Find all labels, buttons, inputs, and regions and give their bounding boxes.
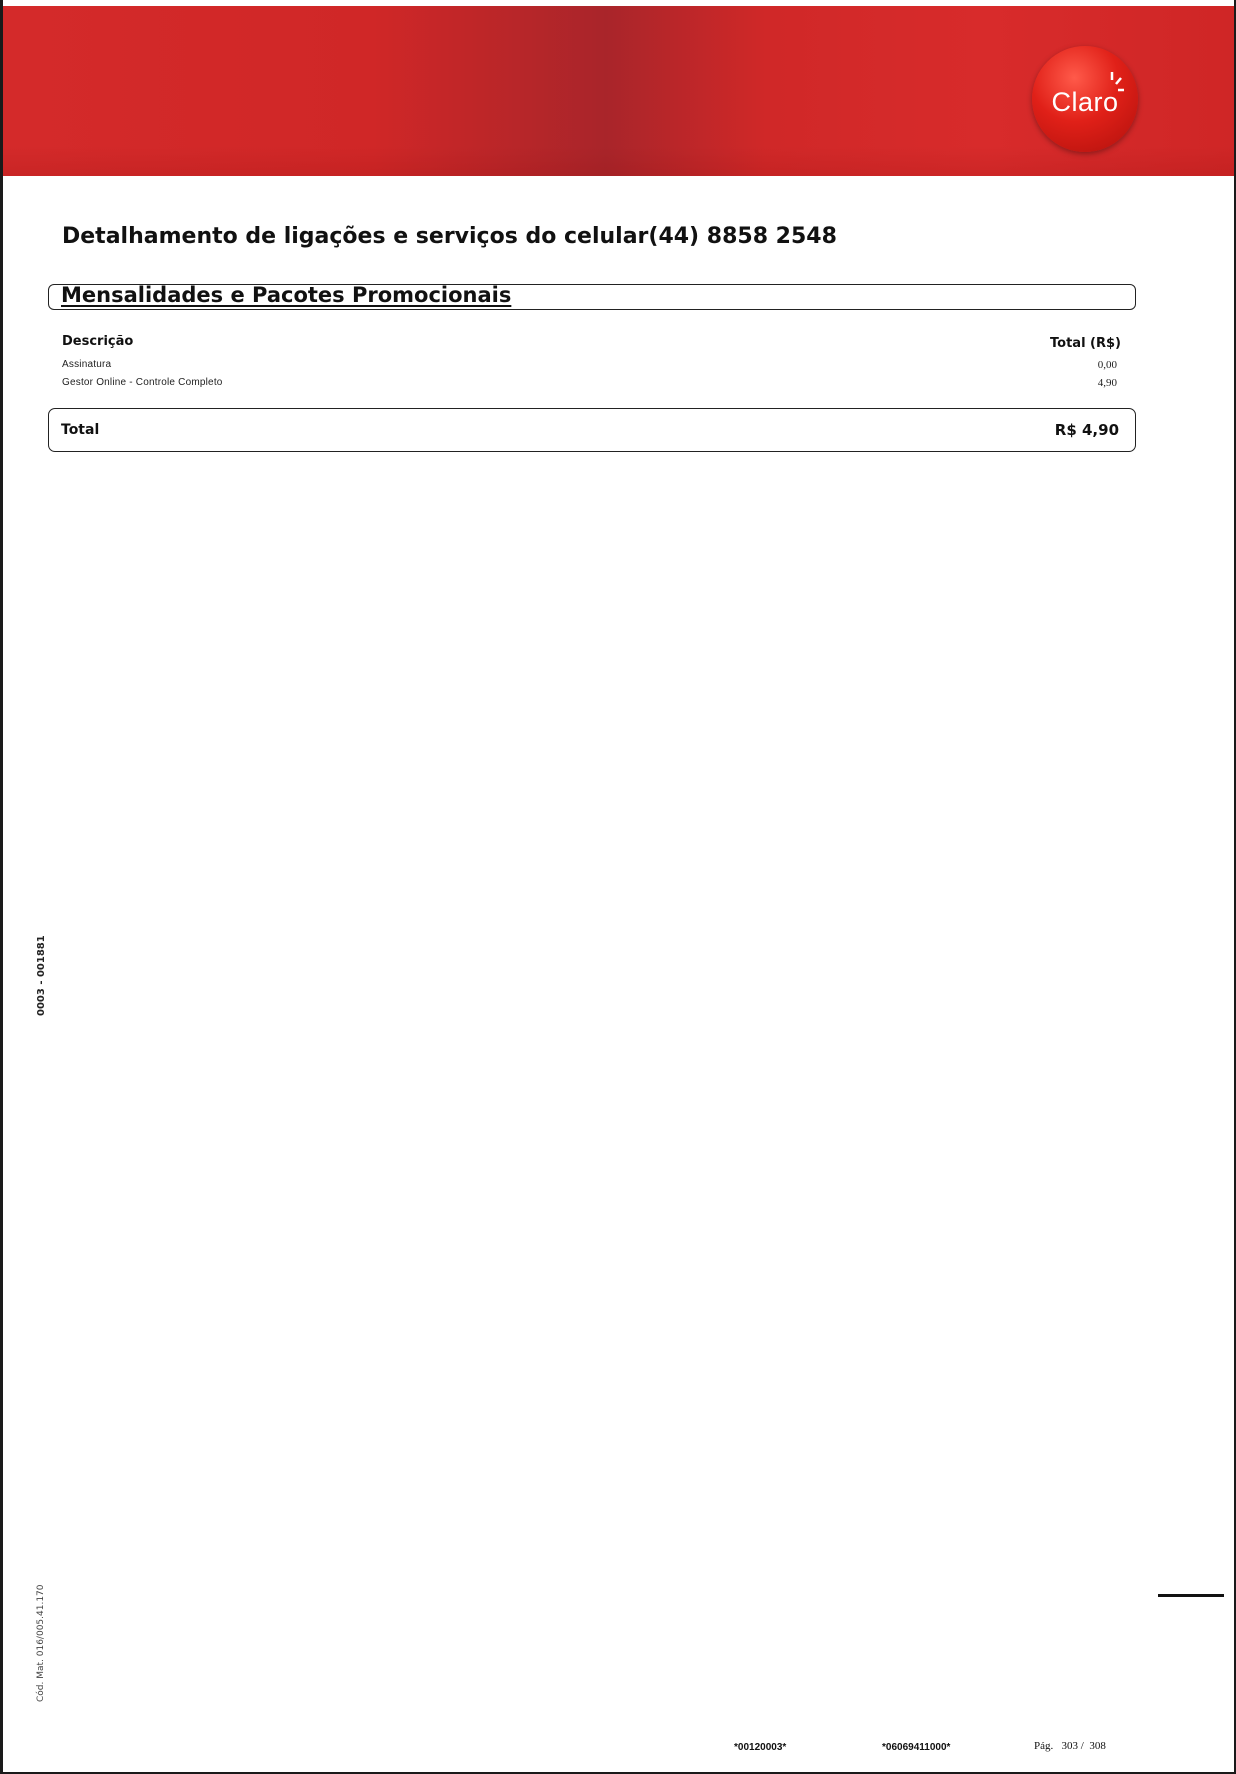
column-header-description: Descrição: [62, 334, 134, 349]
logo-rays-icon: [1032, 46, 1138, 152]
claro-logo: [1032, 46, 1138, 152]
margin-code-top: 0003 - 001881: [36, 935, 47, 1016]
page-separator: /: [1080, 1740, 1084, 1752]
footer-code-2: *06069411000*: [882, 1742, 951, 1753]
row-description: Gestor Online - Controle Completo: [62, 377, 223, 388]
section-title: Mensalidades e Pacotes Promocionais: [61, 283, 512, 307]
total-value: R$ 4,90: [1054, 421, 1119, 439]
row-value: 4,90: [1097, 377, 1117, 389]
page-current: 303: [1061, 1740, 1078, 1752]
page-number: [1034, 1740, 1106, 1752]
header-banner: [3, 6, 1234, 176]
page-total: 308: [1089, 1740, 1106, 1752]
total-box: [48, 408, 1136, 452]
page-label: Pág.: [1034, 1740, 1054, 1752]
row-value: 0,00: [1097, 359, 1117, 371]
page-title: Detalhamento de ligações e serviços do celular(44) 8858 2548: [62, 224, 837, 249]
footer-code-1: *00120003*: [734, 1742, 787, 1753]
row-description: Assinatura: [62, 359, 112, 370]
logo-text: Claro: [1051, 86, 1119, 117]
column-header-total: Total (R$): [1050, 336, 1121, 351]
margin-mark: [1158, 1594, 1224, 1597]
section-header-box: [48, 284, 1136, 310]
margin-code-bottom: Cód. Mat. 016/005.41.170: [36, 1584, 46, 1702]
total-label: Total: [61, 422, 100, 438]
